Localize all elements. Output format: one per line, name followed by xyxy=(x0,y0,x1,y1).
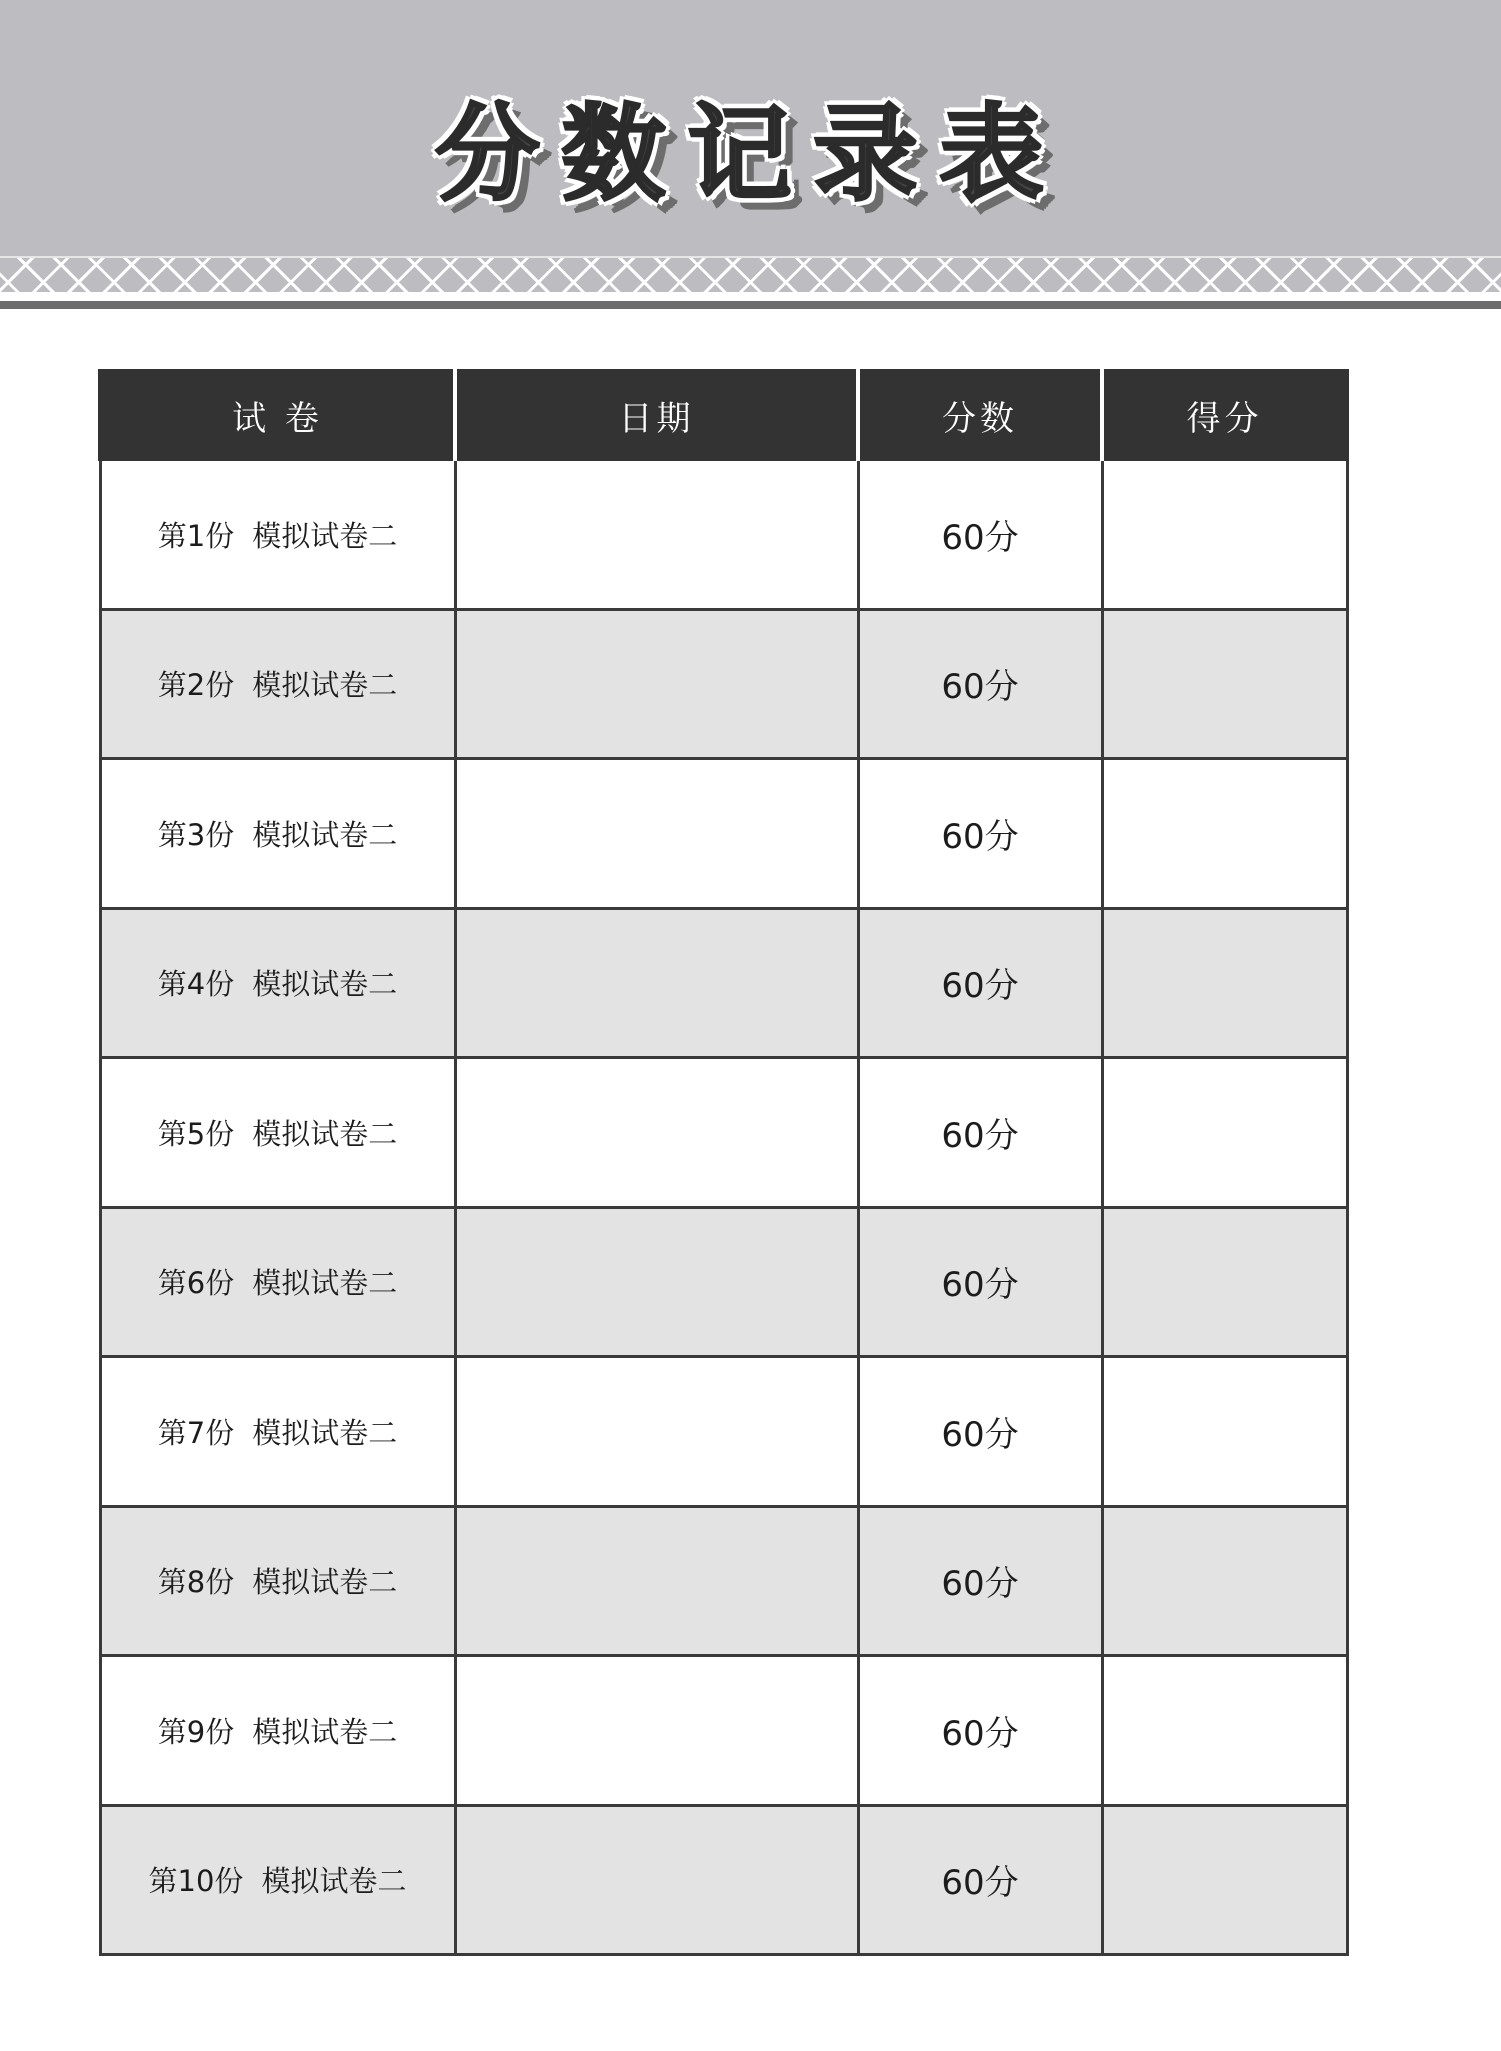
earned-cell[interactable] xyxy=(1102,759,1347,909)
paper-cell xyxy=(100,1357,455,1507)
lattice-border xyxy=(0,258,1501,292)
paper-cell xyxy=(100,1207,455,1357)
paper-cell xyxy=(100,908,455,1058)
paper-name: 模拟试卷二 xyxy=(252,1266,398,1301)
score-cell: 60分 xyxy=(858,1805,1102,1955)
table-row xyxy=(100,1207,1347,1357)
table-row xyxy=(100,908,1347,1058)
date-cell[interactable] xyxy=(455,1357,858,1507)
score-cell: 60分 xyxy=(858,609,1102,759)
score-cell: 60分 xyxy=(858,1656,1102,1806)
paper-number: 第6份 xyxy=(157,1266,235,1301)
score-cell: 60分 xyxy=(858,1207,1102,1357)
date-cell[interactable] xyxy=(455,1506,858,1656)
paper-number: 第4份 xyxy=(157,967,235,1002)
earned-cell[interactable] xyxy=(1102,1805,1347,1955)
paper-name: 模拟试卷二 xyxy=(252,1116,398,1151)
header-date: 日期 xyxy=(455,371,858,460)
paper-name: 模拟试卷二 xyxy=(252,967,398,1002)
paper-number: 第7份 xyxy=(157,1415,235,1450)
paper-cell xyxy=(100,609,455,759)
earned-cell[interactable] xyxy=(1102,1656,1347,1806)
table-row xyxy=(100,1805,1347,1955)
paper-cell xyxy=(100,1506,455,1656)
paper-name: 模拟试卷二 xyxy=(252,1714,398,1749)
table-row xyxy=(100,1656,1347,1806)
paper-cell xyxy=(100,759,455,909)
table-row xyxy=(100,609,1347,759)
paper-name: 模拟试卷二 xyxy=(252,1415,398,1450)
header-score: 分数 xyxy=(858,371,1102,460)
score-cell: 60分 xyxy=(858,460,1102,610)
date-cell[interactable] xyxy=(455,1058,858,1208)
paper-number: 第8份 xyxy=(157,1565,235,1600)
paper-number: 第2份 xyxy=(157,668,235,703)
score-table xyxy=(98,369,1349,1956)
paper-cell xyxy=(100,1058,455,1208)
score-cell: 60分 xyxy=(858,1506,1102,1656)
paper-name: 模拟试卷二 xyxy=(252,1565,398,1600)
earned-cell[interactable] xyxy=(1102,1357,1347,1507)
paper-cell xyxy=(100,1656,455,1806)
table-row xyxy=(100,1058,1347,1208)
date-cell[interactable] xyxy=(455,1805,858,1955)
header-paper: 试 卷 xyxy=(100,371,455,460)
score-cell: 60分 xyxy=(858,1058,1102,1208)
paper-number: 第3份 xyxy=(157,817,235,852)
score-cell: 60分 xyxy=(858,908,1102,1058)
paper-number: 第5份 xyxy=(157,1116,235,1151)
table-row xyxy=(100,460,1347,610)
table-row xyxy=(100,1357,1347,1507)
date-cell[interactable] xyxy=(455,609,858,759)
earned-cell[interactable] xyxy=(1102,1207,1347,1357)
earned-cell[interactable] xyxy=(1102,460,1347,610)
date-cell[interactable] xyxy=(455,908,858,1058)
header-earned: 得分 xyxy=(1102,371,1347,460)
paper-name: 模拟试卷二 xyxy=(261,1864,407,1899)
earned-cell[interactable] xyxy=(1102,1506,1347,1656)
date-cell[interactable] xyxy=(455,1207,858,1357)
earned-cell[interactable] xyxy=(1102,609,1347,759)
paper-name: 模拟试卷二 xyxy=(252,518,398,553)
score-cell: 60分 xyxy=(858,1357,1102,1507)
header-rule-bottom xyxy=(0,301,1501,309)
earned-cell[interactable] xyxy=(1102,1058,1347,1208)
page-title: 分数记录表 xyxy=(435,92,1066,215)
table-row xyxy=(100,759,1347,909)
paper-name: 模拟试卷二 xyxy=(252,668,398,703)
table-header-row xyxy=(100,371,1347,460)
paper-number: 第10份 xyxy=(148,1864,244,1899)
paper-cell xyxy=(100,1805,455,1955)
date-cell[interactable] xyxy=(455,759,858,909)
date-cell[interactable] xyxy=(455,460,858,610)
table-row xyxy=(100,1506,1347,1656)
paper-name: 模拟试卷二 xyxy=(252,817,398,852)
score-cell: 60分 xyxy=(858,759,1102,909)
date-cell[interactable] xyxy=(455,1656,858,1806)
earned-cell[interactable] xyxy=(1102,908,1347,1058)
paper-number: 第9份 xyxy=(157,1714,235,1749)
paper-cell xyxy=(100,460,455,610)
paper-number: 第1份 xyxy=(157,518,235,553)
